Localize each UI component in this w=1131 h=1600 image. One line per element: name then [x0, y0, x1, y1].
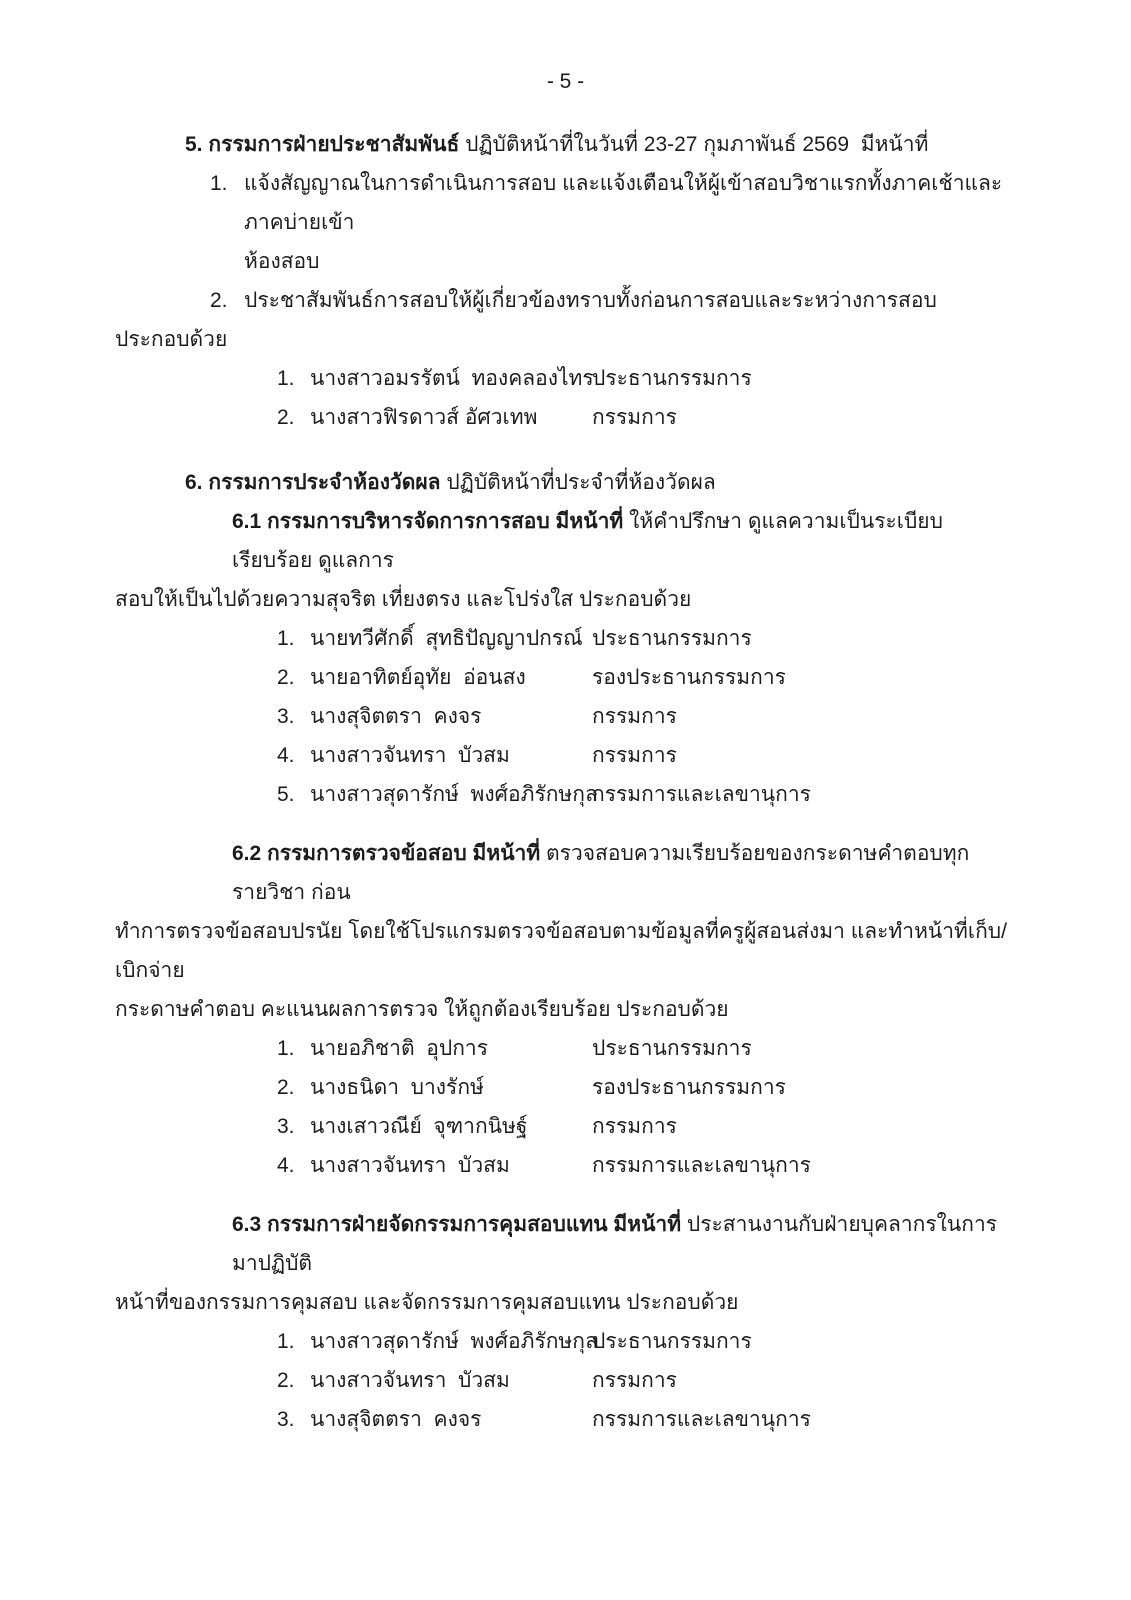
- section-6-heading: [115, 463, 1016, 502]
- member-row: [115, 1107, 1016, 1146]
- duty-item-text: ประชาสัมพันธ์การสอบให้ผู้เกี่ยวข้องทราบทั้งก่อนการสอบและระหว่างการสอบ: [244, 289, 937, 312]
- member-row: [115, 619, 1016, 658]
- member-role: ประธานกรรมการ: [592, 1037, 752, 1060]
- member-role: กรรมการและเลขานุการ: [592, 1154, 811, 1177]
- member-row: [115, 1029, 1016, 1068]
- subsection-6-1-body-line: สอบให้เป็นไปด้วยความสุจริต เที่ยงตรง และโปร่งใส ประกอบด้วย: [115, 588, 692, 611]
- subsection-6-3-body-line: หน้าที่ของกรรมการคุมสอบ และจัดกรรมการคุมสอบแทน ประกอบด้วย: [115, 1291, 739, 1314]
- member-number: 1.: [277, 367, 295, 390]
- section-5-heading: [115, 125, 1016, 164]
- member-row: [115, 775, 1016, 814]
- member-row: [115, 1146, 1016, 1185]
- member-number: 3.: [277, 705, 295, 728]
- member-role: กรรมการ: [592, 406, 677, 429]
- member-name: นางสาวสุดารักษ์ พงศ์อภิรักษกุล: [310, 783, 598, 806]
- member-number: 4.: [277, 744, 295, 767]
- member-role: กรรมการและเลขานุการ: [592, 783, 811, 806]
- member-number: 5.: [277, 783, 295, 806]
- member-name: นายอภิชาติ อุปการ: [310, 1037, 488, 1060]
- member-role: กรรมการ: [592, 1369, 677, 1392]
- member-name: นางสาวอมรรัตน์ ทองคลองไทร: [310, 367, 594, 390]
- member-row: [115, 1068, 1016, 1107]
- subsection-6-2-title: 6.2 กรรมการตรวจข้อสอบ มีหน้าที่: [232, 842, 541, 865]
- member-name: นางสาวจันทรา บัวสม: [310, 1154, 510, 1177]
- member-number: 2.: [277, 666, 295, 689]
- subsection-6-3-heading-rest: ประสานงานกับฝ่ายบุคลากรในการมาปฏิบัติ: [232, 1213, 998, 1275]
- member-name: นางสุจิตตรา คงจร: [310, 1408, 482, 1431]
- member-number: 3.: [277, 1115, 295, 1138]
- member-name: นางสาวสุดารักษ์ พงศ์อภิรักษกุล: [310, 1330, 598, 1353]
- section-6-heading-rest: ปฏิบัติหน้าที่ประจำที่ห้องวัดผล: [446, 471, 716, 494]
- member-row: [115, 1361, 1016, 1400]
- subsection-6-2-heading: [115, 834, 1016, 912]
- member-role: กรรมการและเลขานุการ: [592, 1408, 811, 1431]
- member-role: รองประธานกรรมการ: [592, 666, 786, 689]
- member-number: 3.: [277, 1408, 295, 1431]
- member-role: กรรมการ: [592, 744, 677, 767]
- member-role: ประธานกรรมการ: [592, 627, 752, 650]
- member-row: [115, 359, 1016, 398]
- member-name: นางสาวจันทรา บัวสม: [310, 1369, 510, 1392]
- duty-item-number: 2.: [210, 289, 228, 312]
- member-row: [115, 697, 1016, 736]
- subsection-6-1-title: 6.1 กรรมการบริหารจัดการการสอบ มีหน้าที่: [232, 510, 624, 533]
- member-name: นางธนิดา บางรักษ์: [310, 1076, 484, 1099]
- subsection-6-3-heading: [115, 1205, 1016, 1283]
- member-role: ประธานกรรมการ: [592, 367, 752, 390]
- member-row: [115, 1400, 1016, 1439]
- member-number: 1.: [277, 1330, 295, 1353]
- member-row: [115, 658, 1016, 697]
- section-5-title: 5. กรรมการฝ่ายประชาสัมพันธ์: [185, 133, 460, 156]
- section-6-title: 6. กรรมการประจำห้องวัดผล: [185, 471, 441, 494]
- member-name: นายทวีศักดิ์ สุทธิปัญญาปกรณ์: [310, 627, 583, 650]
- member-name: นายอาทิตย์อุทัย อ่อนสง: [310, 666, 526, 689]
- member-number: 2.: [277, 1076, 295, 1099]
- member-role: ประธานกรรมการ: [592, 1330, 752, 1353]
- member-number: 2.: [277, 406, 295, 429]
- duty-item-text: แจ้งสัญญาณในการดำเนินการสอบ และแจ้งเตือนให้ผู้เข้าสอบวิชาแรกทั้งภาคเช้าและภาคบ่ายเข้า: [244, 172, 1003, 234]
- subsection-6-2-heading-rest: ตรวจสอบความเรียบร้อยของกระดาษคำตอบทุกรายวิชา ก่อน: [232, 842, 970, 904]
- subsection-6-3-title: 6.3 กรรมการฝ่ายจัดกรรมการคุมสอบแทน มีหน้าที่: [232, 1213, 682, 1236]
- duty-item-number: 1.: [210, 172, 228, 195]
- subsection-6-2-body-line: กระดาษคำตอบ คะแนนผลการตรวจ ให้ถูกต้องเรียบร้อย ประกอบด้วย: [115, 998, 729, 1021]
- member-number: 2.: [277, 1369, 295, 1392]
- duty-item: [115, 281, 1016, 320]
- subsection-6-2-body-line: ทำการตรวจข้อสอบปรนัย โดยใช้โปรแกรมตรวจข้อสอบตามข้อมูลที่ครูผู้สอนส่งมา และทำหน้าที่เก็บ/เบิกจ่าย: [115, 920, 1007, 982]
- member-row: [115, 736, 1016, 775]
- page-number: - 5 -: [546, 70, 585, 93]
- member-number: 4.: [277, 1154, 295, 1177]
- member-name: นางเสาวณีย์ จุฑากนิษฐ์: [310, 1115, 528, 1138]
- compose-label: ประกอบด้วย: [115, 328, 228, 351]
- subsection-6-1-heading: [115, 502, 1016, 580]
- subsection-6-1-heading-rest: ให้คำปรึกษา ดูแลความเป็นระเบียบเรียบร้อย ดูแลการ: [232, 510, 943, 572]
- member-role: รองประธานกรรมการ: [592, 1076, 786, 1099]
- member-role: กรรมการ: [592, 705, 677, 728]
- member-role: กรรมการ: [592, 1115, 677, 1138]
- member-number: 1.: [277, 627, 295, 650]
- duty-item: [115, 164, 1016, 242]
- member-number: 1.: [277, 1037, 295, 1060]
- member-row: [115, 398, 1016, 437]
- member-name: นางสาวฟิรดาวส์ อัศวเทพ: [310, 406, 538, 429]
- member-name: นางสุจิตตรา คงจร: [310, 705, 482, 728]
- duty-item-continuation: ห้องสอบ: [244, 250, 320, 273]
- member-row: [115, 1322, 1016, 1361]
- member-name: นางสาวจันทรา บัวสม: [310, 744, 510, 767]
- section-5-heading-rest: ปฏิบัติหน้าที่ในวันที่ 23-27 กุมภาพันธ์ 2569 มีหน้าที่: [465, 133, 929, 156]
